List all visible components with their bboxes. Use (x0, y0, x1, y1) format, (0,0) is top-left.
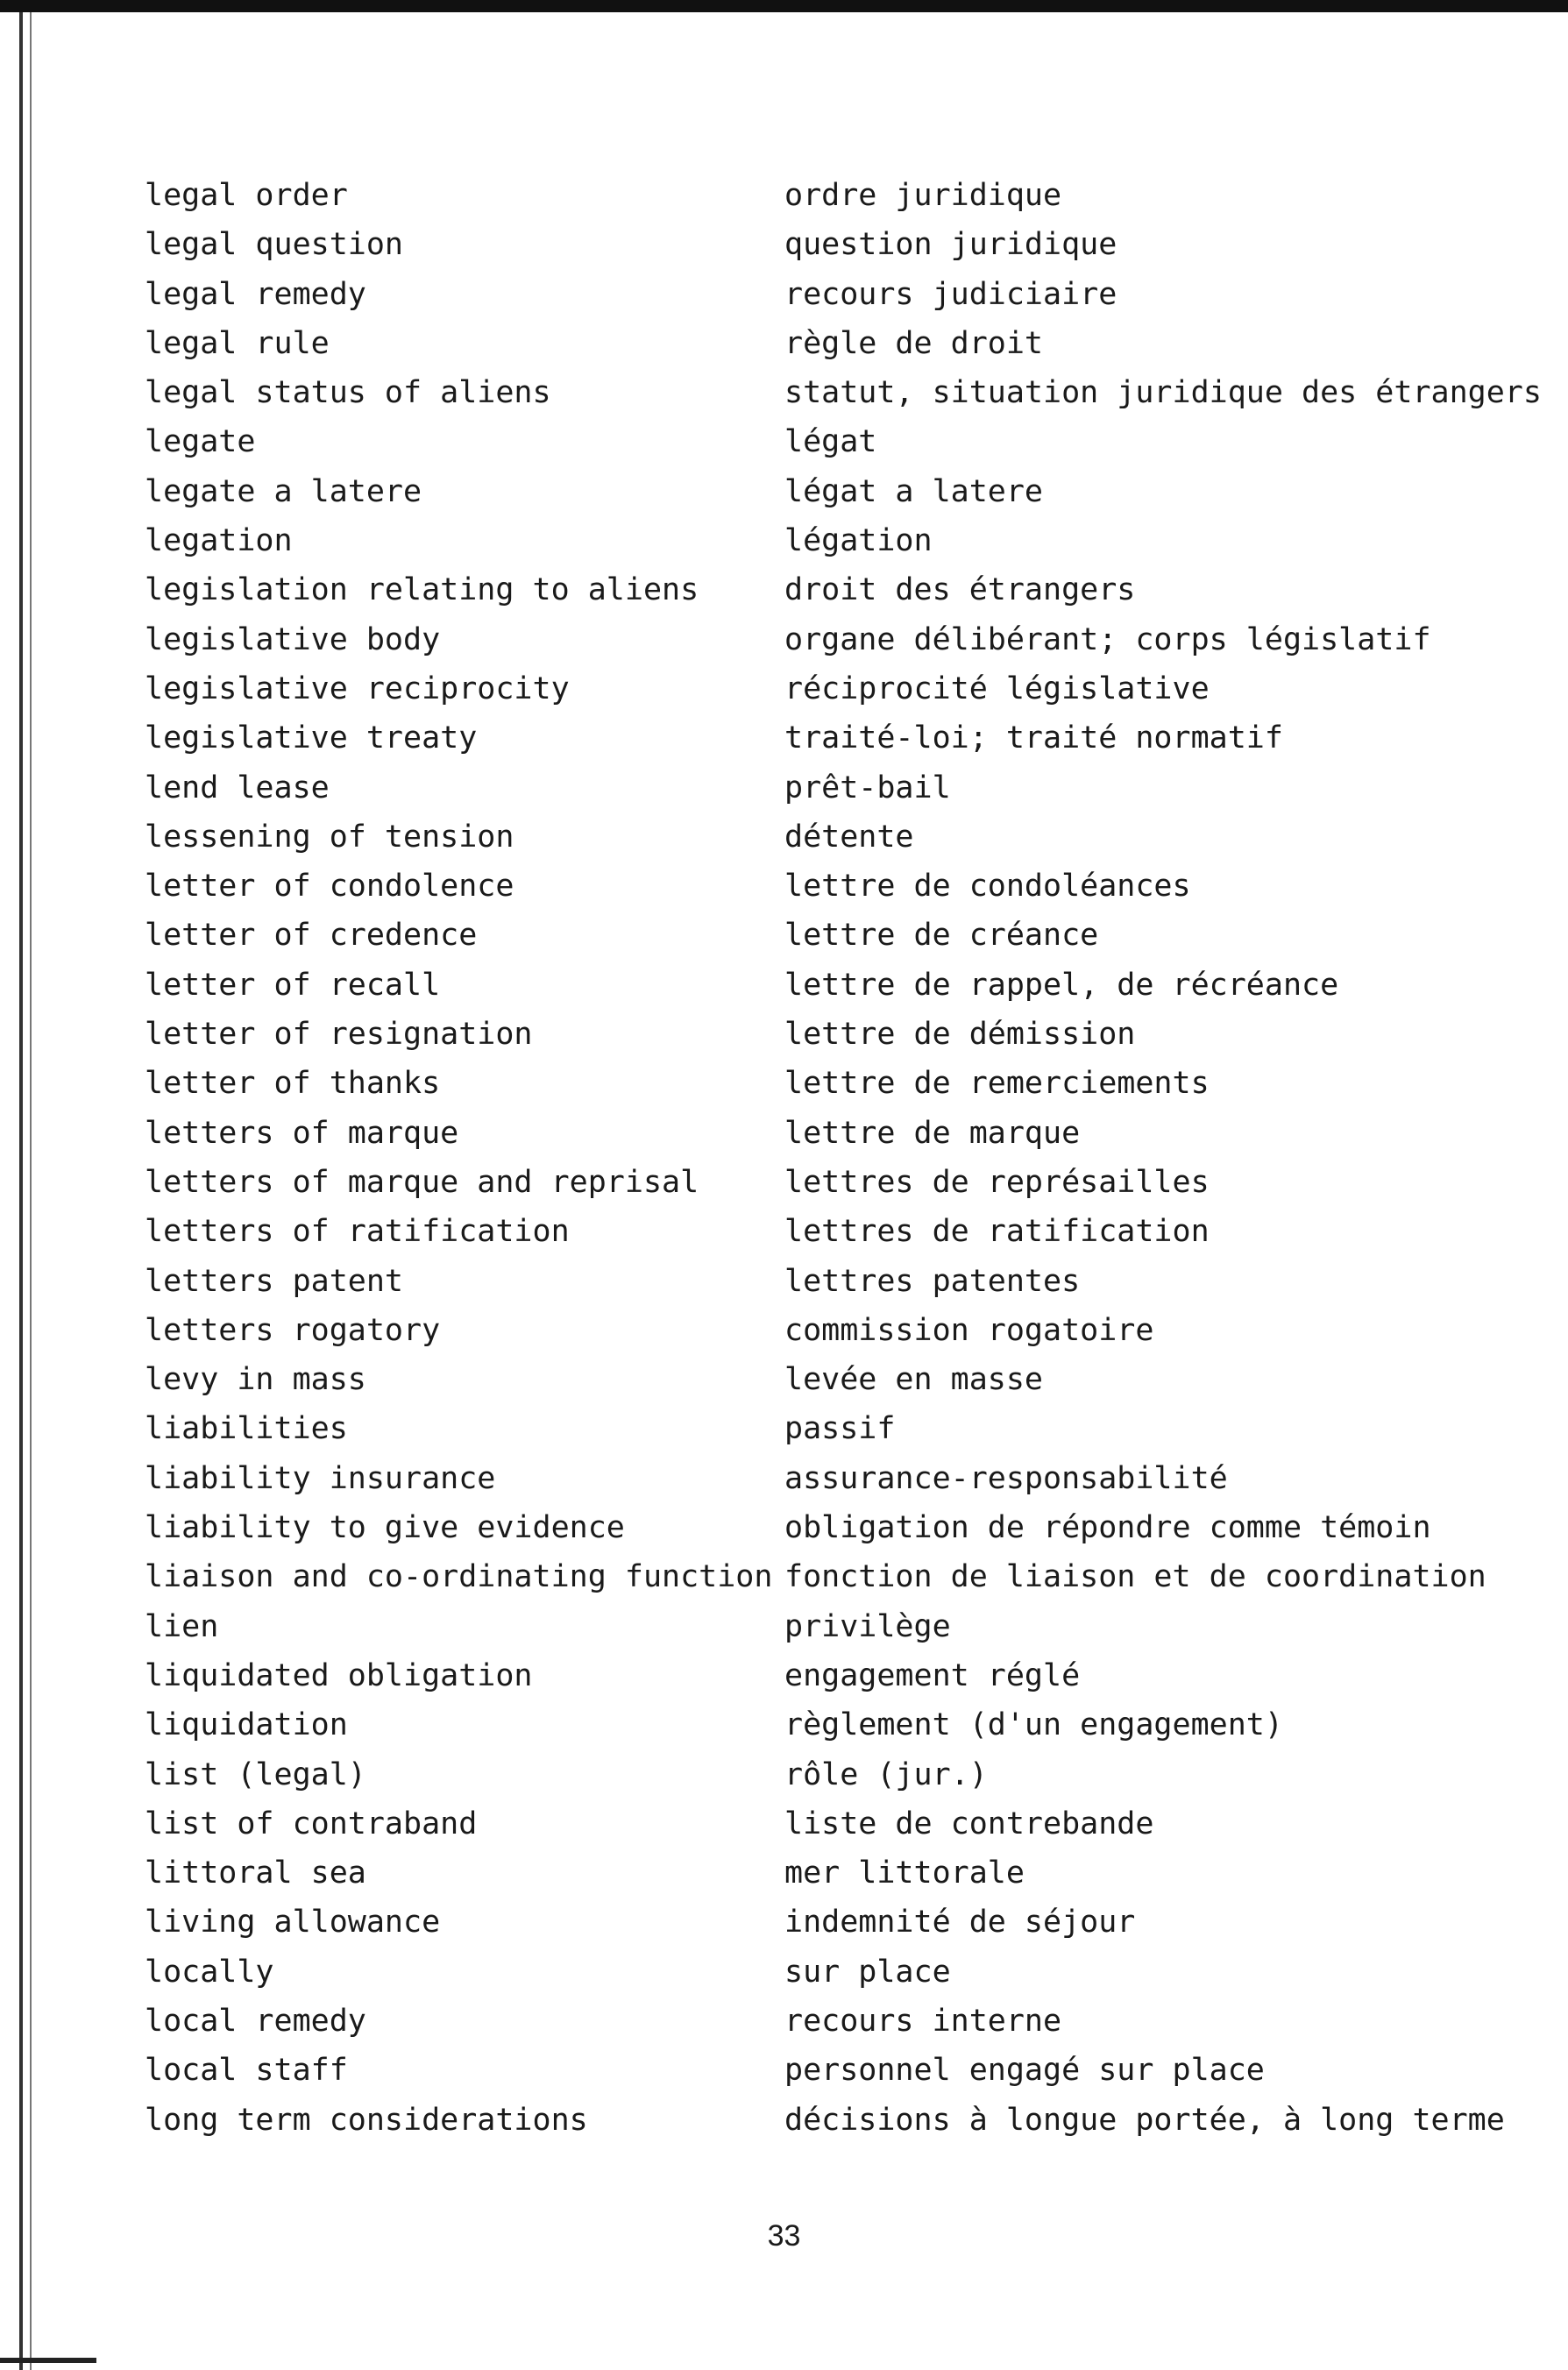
french-term: règle de droit (784, 325, 1044, 361)
english-term: letter of resignation (145, 1017, 533, 1053)
english-term: letters patent (145, 1263, 404, 1299)
french-term: personnel engagé sur place (784, 2053, 1265, 2089)
english-term: lessening of tension (145, 819, 514, 855)
glossary-entry (0, 862, 1568, 911)
french-term: réciprocité législative (784, 671, 1210, 706)
english-term: legislation relating to aliens (145, 572, 699, 608)
french-term: fonction de liaison et de coordination (784, 1559, 1486, 1595)
english-term: legal status of aliens (145, 375, 551, 411)
french-term: lettres de représailles (784, 1164, 1210, 1200)
glossary-entry (0, 1355, 1568, 1404)
glossary-entry (0, 1700, 1568, 1749)
page-number: 33 (767, 2219, 801, 2253)
glossary-entry (0, 1898, 1568, 1947)
glossary-entry (0, 270, 1568, 319)
glossary-entry (0, 1750, 1568, 1799)
french-term: lettre de remerciements (784, 1066, 1210, 1102)
english-term: lend lease (145, 770, 330, 805)
french-term: obligation de répondre comme témoin (784, 1510, 1431, 1546)
english-term: list of contraband (145, 1806, 478, 1841)
french-term: indemnité de séjour (784, 1905, 1136, 1941)
english-term: liability insurance (145, 1460, 496, 1496)
french-term: légation (784, 523, 933, 559)
bottom-corner-mark (0, 2358, 96, 2363)
french-term: traité-loi; traité normatif (784, 720, 1283, 756)
french-term: lettre de condoléances (784, 869, 1191, 905)
french-term: statut, situation juridique des étrangers (784, 375, 1542, 411)
english-term: liability to give evidence (145, 1510, 625, 1546)
glossary-entry (0, 1207, 1568, 1256)
glossary-entry (0, 664, 1568, 713)
french-term: privilège (784, 1608, 951, 1644)
french-term: légat a latere (784, 473, 1044, 509)
glossary-entry (0, 1158, 1568, 1207)
glossary-entry (0, 1306, 1568, 1355)
english-term: list (legal) (145, 1756, 366, 1792)
glossary-entry (0, 516, 1568, 565)
english-term: legal rule (145, 325, 330, 361)
english-term: littoral sea (145, 1856, 366, 1891)
english-term: letter of recall (145, 967, 441, 1003)
english-term: letters of marque and reprisal (145, 1164, 699, 1200)
french-term: lettre de créance (784, 918, 1099, 954)
english-term: liaison and co-ordinating function (145, 1559, 773, 1595)
glossary-entry (0, 417, 1568, 466)
french-term: lettre de démission (784, 1017, 1136, 1053)
english-term: letters of marque (145, 1115, 459, 1151)
english-term: levy in mass (145, 1362, 366, 1398)
french-term: lettre de marque (784, 1115, 1081, 1151)
french-term: règlement (d'un engagement) (784, 1707, 1283, 1743)
french-term: levée en masse (784, 1362, 1044, 1398)
english-term: liquidated obligation (145, 1657, 533, 1693)
english-term: liabilities (145, 1411, 348, 1447)
french-term: détente (784, 819, 914, 855)
glossary-entry (0, 615, 1568, 664)
glossary-entry (0, 1552, 1568, 1601)
glossary-entry (0, 171, 1568, 220)
french-term: légat (784, 424, 877, 460)
english-term: legate (145, 424, 256, 460)
glossary-entry (0, 1848, 1568, 1898)
english-term: local remedy (145, 2003, 366, 2039)
english-term: letter of condolence (145, 869, 514, 905)
glossary-entry (0, 1257, 1568, 1306)
glossary-entry (0, 1109, 1568, 1158)
glossary-entry (0, 1010, 1568, 1059)
glossary-entry (0, 467, 1568, 516)
french-term: lettres patentes (784, 1263, 1081, 1299)
english-term: legate a latere (145, 473, 422, 509)
top-border (0, 0, 1568, 12)
glossary-entry (0, 812, 1568, 862)
english-term: letter of thanks (145, 1066, 441, 1102)
english-term: living allowance (145, 1905, 441, 1941)
english-term: long term considerations (145, 2102, 588, 2138)
glossary-entry (0, 1799, 1568, 1848)
french-term: rôle (jur.) (784, 1756, 988, 1792)
french-term: lettre de rappel, de récréance (784, 967, 1339, 1003)
glossary-entry (0, 911, 1568, 960)
glossary-entry (0, 1948, 1568, 1997)
glossary-entry (0, 1503, 1568, 1552)
english-term: legislative reciprocity (145, 671, 570, 706)
glossary-entry (0, 319, 1568, 368)
french-term: question juridique (784, 227, 1117, 263)
glossary-entry (0, 2096, 1568, 2145)
glossary-entry (0, 713, 1568, 763)
glossary-entry (0, 763, 1568, 812)
french-term: décisions à longue portée, à long terme (784, 2102, 1505, 2138)
french-term: recours judiciaire (784, 276, 1117, 312)
french-term: prêt-bail (784, 770, 951, 805)
english-term: legislative body (145, 621, 441, 657)
english-term: legation (145, 523, 293, 559)
english-term: legal remedy (145, 276, 366, 312)
english-term: locally (145, 1954, 274, 1990)
french-term: mer littorale (784, 1856, 1025, 1891)
glossary-entry (0, 368, 1568, 417)
english-term: local staff (145, 2053, 348, 2089)
french-term: droit des étrangers (784, 572, 1136, 608)
english-term: letter of credence (145, 918, 478, 954)
french-term: liste de contrebande (784, 1806, 1154, 1841)
glossary-entry (0, 961, 1568, 1010)
french-term: commission rogatoire (784, 1312, 1154, 1348)
french-term: engagement réglé (784, 1657, 1081, 1693)
french-term: assurance-responsabilité (784, 1460, 1228, 1496)
english-term: liquidation (145, 1707, 348, 1743)
english-term: lien (145, 1608, 219, 1644)
english-term: legal order (145, 178, 348, 213)
glossary-entry (0, 1059, 1568, 1108)
french-term: ordre juridique (784, 178, 1062, 213)
glossary-entry (0, 220, 1568, 269)
english-term: letters of ratification (145, 1214, 570, 1250)
french-term: sur place (784, 1954, 951, 1990)
glossary-entry (0, 1602, 1568, 1651)
french-term: lettres de ratification (784, 1214, 1210, 1250)
french-term: passif (784, 1411, 896, 1447)
french-term: recours interne (784, 2003, 1062, 2039)
french-term: organe délibérant; corps législatif (784, 621, 1431, 657)
glossary-entry (0, 565, 1568, 614)
glossary-entries (0, 171, 1568, 2145)
english-term: letters rogatory (145, 1312, 441, 1348)
english-term: legal question (145, 227, 404, 263)
glossary-entry (0, 1454, 1568, 1503)
glossary-entry (0, 1651, 1568, 1700)
glossary-entry (0, 2046, 1568, 2095)
glossary-entry (0, 1404, 1568, 1453)
english-term: legislative treaty (145, 720, 478, 756)
glossary-entry (0, 1997, 1568, 2046)
